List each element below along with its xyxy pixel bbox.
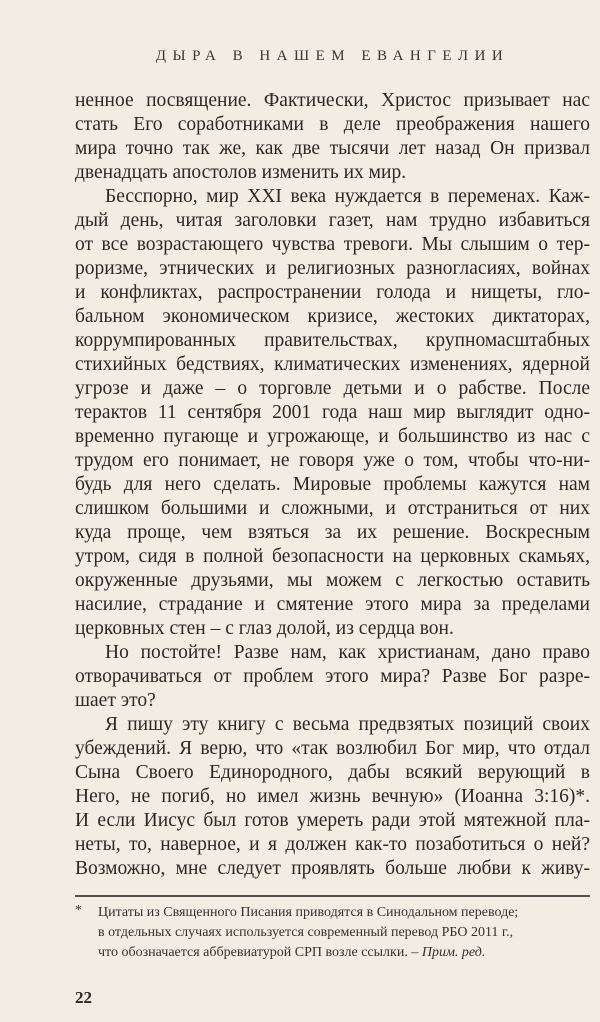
text-line: неты, то, наверное, и я должен как-то позаботиться о ней? [75,834,590,855]
text-line: убеждений. Я верю, что «так возлюбил Бог мир, что отдал [75,738,590,759]
text-line: и конфликтах, распространении голода и нищеты, гло- [75,282,590,303]
text-line: трудом его понимает, не говоря уже о том, чтобы что-ни- [75,450,590,471]
body-text [75,89,590,881]
text-line: церковных стен – с глаз долой, из сердца вон. [75,618,454,639]
text-line: Но постойте! Разве нам, как христианам, дано право [105,642,590,663]
footnote-line: в отдельных случаях используется современный перевод РБО 2011 г., [98,925,514,940]
text-line: стихийных бедствиях, климатических изменениях, ядерной [75,354,590,375]
editor-note: Прим. ред. [421,945,486,960]
text-line: Возможно, мне следует проявлять больше любви к живу- [75,858,590,879]
text-line: от все возрастающего чувства тревоги. Мы слышим о тер- [75,234,590,255]
text-line: шает это? [75,690,156,711]
text-line: временно пугающе и угрожающе, и большинство из нас с [75,426,590,447]
footnote-divider [75,895,590,897]
text-line: угрозе и даже – о торговле детьми и о рабстве. После [75,378,590,399]
text-line: бальном экономическом кризисе, жестоких диктаторах, [75,306,590,327]
text-line: роризме, этнических и религиозных разногласиях, войнах [75,258,590,279]
running-header: ДЫРА В НАШЕМ ЕВАНГЕЛИИ [155,48,510,64]
text-line: будь для него сделать. Мировые проблемы кажутся нам [75,474,590,495]
text-line: Я пишу эту книгу с весьма предвзятых позиций своих [105,714,590,735]
text-line: утром, сидя в полной безопасности на церковных скамьях, [75,546,590,567]
text-line: И если Иисус был готов умереть ради этой мятежной пла- [75,810,590,831]
text-line: двенадцать апостолов изменить их мир. [75,162,407,183]
text-line: слишком большими и сложными, и отстраниться от них [75,498,590,519]
text-line: Него, не погиб, но имел жизнь вечную» (Иоанна 3:16)*. [75,786,590,807]
text-line: Бесспорно, мир XXI века нуждается в переменах. Каж- [105,186,590,207]
text-line: стать Его соработниками в деле преображения нашего [75,114,590,135]
text-line: отворачиваться от проблем этого мира? Разве Бог разре- [75,666,590,687]
footnote [75,903,590,963]
text-line: Сына Своего Единородного, дабы всякий верующий в [75,762,590,783]
text-line: окруженные друзьями, мы можем с легкостью оставить [75,570,590,591]
text-line: терактов 11 сентября 2001 года наш мир выглядит одно- [75,402,590,423]
footnote-line [75,943,590,963]
page-number: 22 [75,988,92,1007]
text-line: куда проще, чем взяться за их решение. Воскресным [75,522,590,543]
text-line: коррумпированных правительствах, крупномасштабных [75,330,590,351]
text-line: насилие, страдание и смятение этого мира за пределами [75,594,590,615]
footnote-line-text: что обозначается аббревиатурой СРП возле ссылки. – [98,945,419,960]
text-line: ненное посвящение. Фактически, Христос призывает нас [75,90,590,111]
footnote-marker: * [75,903,82,918]
text-line: дый день, читая заголовки газет, нам трудно избавиться [75,210,590,231]
footnote-line: Цитаты из Священного Писания приводятся в Синодальном переводе; [98,905,519,920]
text-line: мира точно так же, как две тысячи лет назад Он призвал [75,138,590,159]
